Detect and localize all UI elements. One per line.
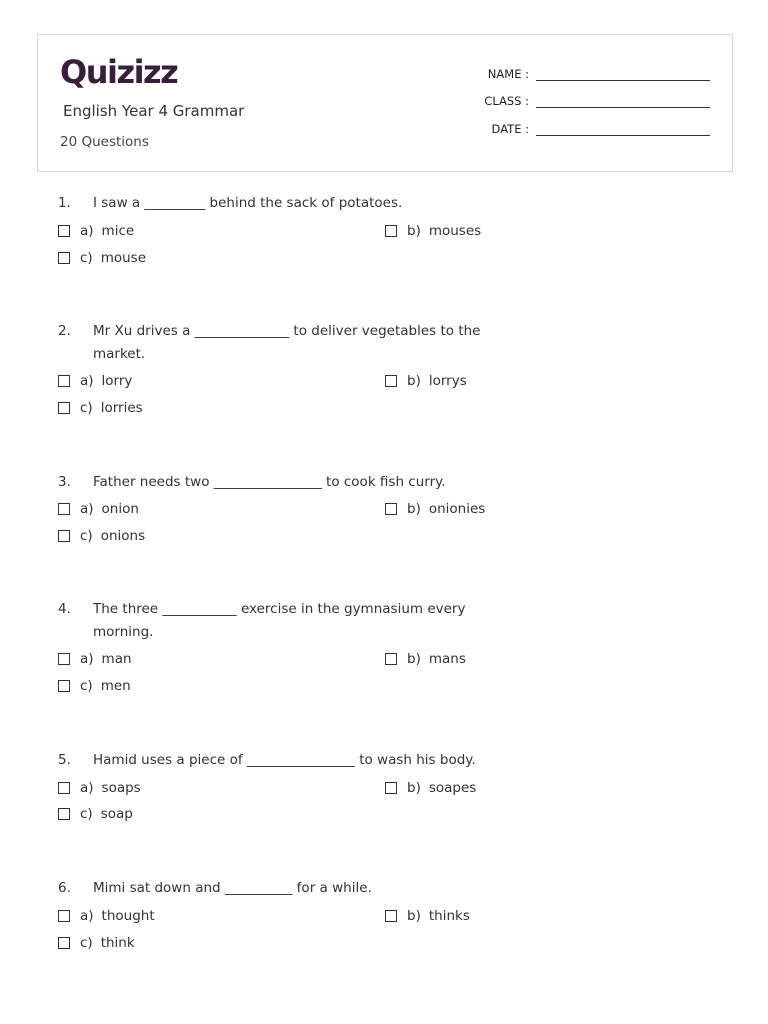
question-4 [58, 598, 718, 694]
option-text: men [100, 678, 131, 694]
question-number: 6. [58, 880, 71, 896]
option-b[interactable] [385, 372, 467, 390]
checkbox-icon[interactable] [58, 252, 70, 264]
name-field [449, 65, 710, 81]
option-text: lorry [101, 373, 133, 389]
question-text: Hamid uses a piece of ________________ to wash his body. [93, 752, 476, 768]
question-1 [58, 192, 718, 266]
option-letter: a) [80, 651, 94, 667]
checkbox-icon[interactable] [58, 910, 70, 922]
option-a[interactable] [58, 779, 141, 797]
checkbox-icon[interactable] [58, 680, 70, 692]
option-text: soapes [428, 779, 477, 796]
option-letter: a) [80, 222, 94, 239]
option-c[interactable] [58, 677, 131, 695]
option-b[interactable] [385, 650, 466, 668]
option-letter: b) [407, 500, 421, 517]
option-c[interactable] [58, 805, 133, 823]
option-letter: b) [407, 907, 421, 924]
option-text: thinks [428, 907, 470, 924]
option-a[interactable] [58, 372, 132, 390]
question-3 [58, 471, 718, 544]
date-input-line[interactable] [536, 123, 710, 136]
option-c[interactable] [58, 527, 145, 545]
checkbox-icon[interactable] [58, 530, 70, 542]
option-letter: a) [80, 907, 94, 924]
class-label: CLASS : [484, 94, 529, 108]
question-6 [58, 877, 718, 951]
question-5 [58, 749, 718, 822]
svg-text:Quizizz: Quizizz [60, 53, 178, 91]
option-b[interactable] [385, 907, 470, 925]
option-letter: c) [80, 678, 93, 694]
class-field [449, 92, 710, 108]
checkbox-icon[interactable] [58, 937, 70, 949]
option-text: mouse [100, 249, 147, 266]
option-a[interactable] [58, 907, 155, 925]
checkbox-icon[interactable] [58, 653, 70, 665]
checkbox-icon[interactable] [385, 782, 397, 794]
question-count: 20 Questions [60, 134, 149, 150]
option-text: lorries [100, 400, 143, 416]
checkbox-icon[interactable] [385, 375, 397, 387]
option-text: mans [428, 651, 466, 667]
worksheet-header [37, 34, 733, 172]
quizizz-logo [60, 53, 194, 91]
option-text: mice [101, 222, 135, 239]
option-letter: c) [80, 934, 93, 951]
option-letter: b) [407, 373, 421, 389]
option-text: onion [101, 500, 139, 517]
option-letter: b) [407, 651, 421, 667]
option-letter: c) [80, 527, 93, 544]
option-letter: b) [407, 222, 421, 239]
question-text: Mimi sat down and __________ for a while. [93, 880, 372, 896]
checkbox-icon[interactable] [385, 225, 397, 237]
option-b[interactable] [385, 779, 476, 797]
question-text: The three ___________ exercise in the gymnasium every morning. [93, 601, 466, 640]
question-number: 3. [58, 474, 71, 490]
class-input-line[interactable] [536, 95, 710, 108]
option-a[interactable] [58, 500, 139, 518]
option-letter: a) [80, 373, 94, 389]
checkbox-icon[interactable] [58, 402, 70, 414]
option-letter: b) [407, 779, 421, 796]
option-c[interactable] [58, 399, 143, 417]
option-letter: a) [80, 779, 94, 796]
question-text: Father needs two ________________ to cook fish curry. [93, 474, 446, 490]
checkbox-icon[interactable] [385, 653, 397, 665]
option-text: mouses [428, 222, 482, 239]
option-a[interactable] [58, 650, 132, 668]
option-b[interactable] [385, 500, 485, 518]
question-number: 2. [58, 323, 71, 339]
question-text: I saw a _________ behind the sack of potatoes. [93, 195, 403, 211]
checkbox-icon[interactable] [385, 503, 397, 515]
option-text: thought [101, 907, 155, 924]
option-a[interactable] [58, 222, 134, 240]
option-c[interactable] [58, 934, 135, 952]
option-letter: a) [80, 500, 94, 517]
option-text: man [101, 651, 132, 667]
option-text: onions [100, 527, 146, 544]
name-input-line[interactable] [536, 68, 710, 81]
date-label: DATE : [491, 122, 529, 136]
worksheet-title: English Year 4 Grammar [63, 102, 245, 120]
option-text: soap [100, 805, 133, 822]
question-number: 5. [58, 752, 71, 768]
option-letter: c) [80, 249, 93, 266]
checkbox-icon[interactable] [58, 782, 70, 794]
question-number: 4. [58, 601, 71, 617]
question-2 [58, 320, 718, 416]
option-text: lorrys [428, 373, 467, 389]
date-field [449, 120, 710, 136]
option-b[interactable] [385, 222, 481, 240]
checkbox-icon[interactable] [385, 910, 397, 922]
option-text: think [100, 934, 135, 951]
option-text: onionies [428, 500, 486, 517]
checkbox-icon[interactable] [58, 225, 70, 237]
option-letter: c) [80, 400, 93, 416]
checkbox-icon[interactable] [58, 503, 70, 515]
name-label: NAME : [487, 67, 529, 81]
checkbox-icon[interactable] [58, 375, 70, 387]
option-c[interactable] [58, 249, 146, 267]
question-number: 1. [58, 195, 71, 211]
question-text: Mr Xu drives a ______________ to deliver vegetables to the market. [93, 323, 481, 362]
option-text: soaps [101, 779, 141, 796]
option-letter: c) [80, 805, 93, 822]
checkbox-icon[interactable] [58, 808, 70, 820]
